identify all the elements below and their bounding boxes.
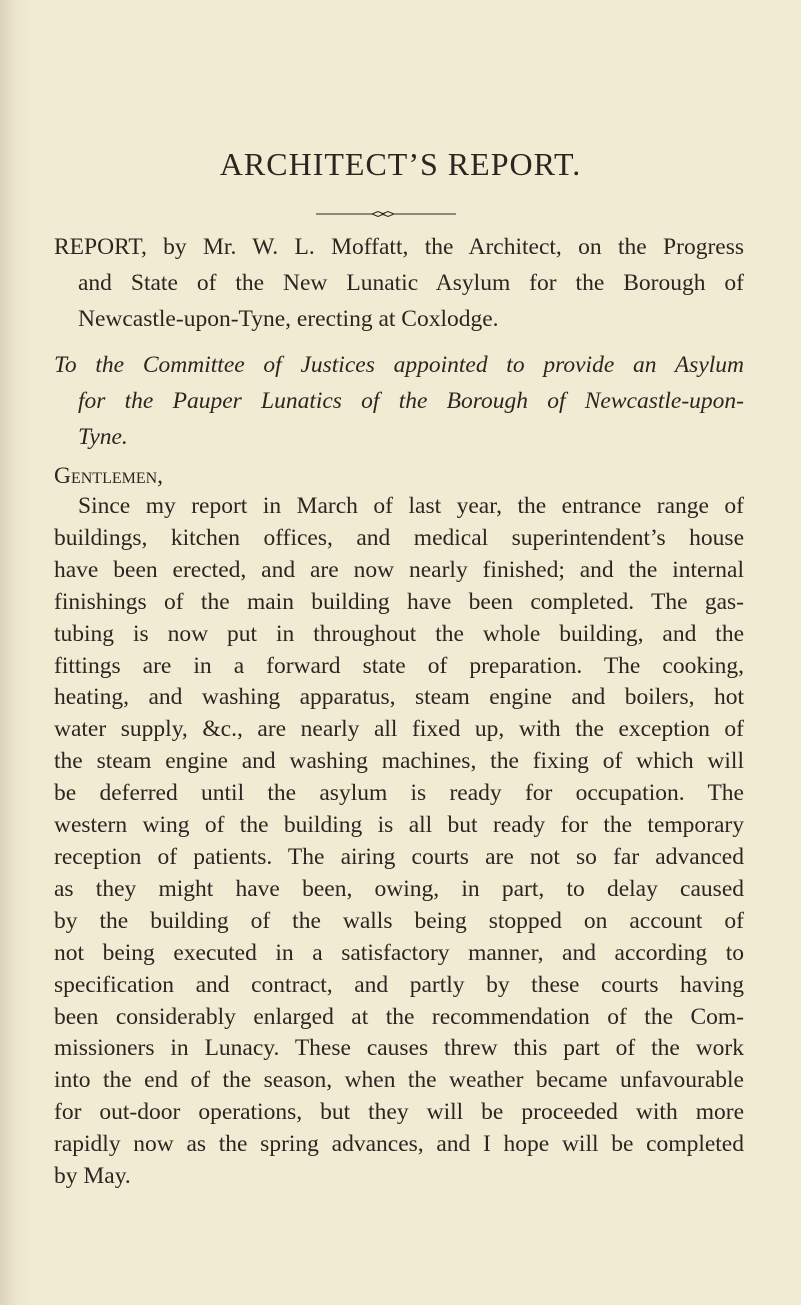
body-line: by the building of the walls being stopped on account of xyxy=(54,907,744,934)
body-line: Since my report in March of last year, the entrance range of xyxy=(78,493,744,519)
address-line: Tyne. xyxy=(78,424,128,450)
body-line: rapidly now as the spring advances, and I hope will be completed xyxy=(54,1131,744,1158)
report-line: and State of the New Lunatic Asylum for the Borough of xyxy=(78,270,744,296)
body-line: been considerably enlarged at the recommendation of the Com- xyxy=(54,1003,744,1030)
body-line: fittings are in a forward state of preparation. The cooking, xyxy=(54,652,744,679)
address-line: To the Committee of Justices appointed to provide an Asylum xyxy=(54,352,744,378)
page-title: ARCHITECT’S REPORT. xyxy=(219,146,582,182)
body-line: not being executed in a satisfactory manner, and according to xyxy=(54,939,744,966)
address-paragraph xyxy=(54,347,744,455)
body-line: have been erected, and are now nearly finished; and the internal xyxy=(54,556,744,583)
body-line: missioners in Lunacy. These causes threw this part of the work xyxy=(54,1035,744,1062)
body-line: be deferred until the asylum is ready for occupation. The xyxy=(54,780,744,807)
body-line: buildings, kitchen offices, and medical superintendent’s house xyxy=(54,524,744,551)
body-line: for out-door operations, but they will be proceeded with more xyxy=(54,1099,744,1126)
salutation: Gentlemen, xyxy=(54,463,164,489)
report-line: Newcastle-upon-Tyne, erecting at Coxlodge. xyxy=(78,306,499,332)
body-paragraph xyxy=(54,491,744,1193)
body-line: reception of patients. The airing courts are not so far advanced xyxy=(54,843,744,870)
body-line: specification and contract, and partly by these courts having xyxy=(54,971,744,998)
body-line: heating, and washing apparatus, steam engine and boilers, hot xyxy=(54,684,744,711)
body-line: water supply, &c., are nearly all fixed up, with the exception of xyxy=(54,716,744,743)
body-line: tubing is now put in throughout the whole building, and the xyxy=(54,620,744,647)
body-line: the steam engine and washing machines, the fixing of which will xyxy=(54,748,744,775)
ornamental-rule xyxy=(316,211,456,212)
body-line: by May. xyxy=(54,1163,131,1190)
body-line: as they might have been, owing, in part, to delay caused xyxy=(54,875,744,902)
body-line: western wing of the building is all but ready for the temporary xyxy=(54,812,744,839)
address-line: for the Pauper Lunatics of the Borough of Newcastle-upon- xyxy=(78,388,744,414)
body-line: finishings of the main building have been completed. The gas- xyxy=(54,588,744,615)
report-heading-paragraph xyxy=(54,229,744,337)
report-line: REPORT, by Mr. W. L. Moffatt, the Architect, on the Progress xyxy=(54,234,744,260)
body-line: into the end of the season, when the weather became unfavourable xyxy=(54,1067,744,1094)
